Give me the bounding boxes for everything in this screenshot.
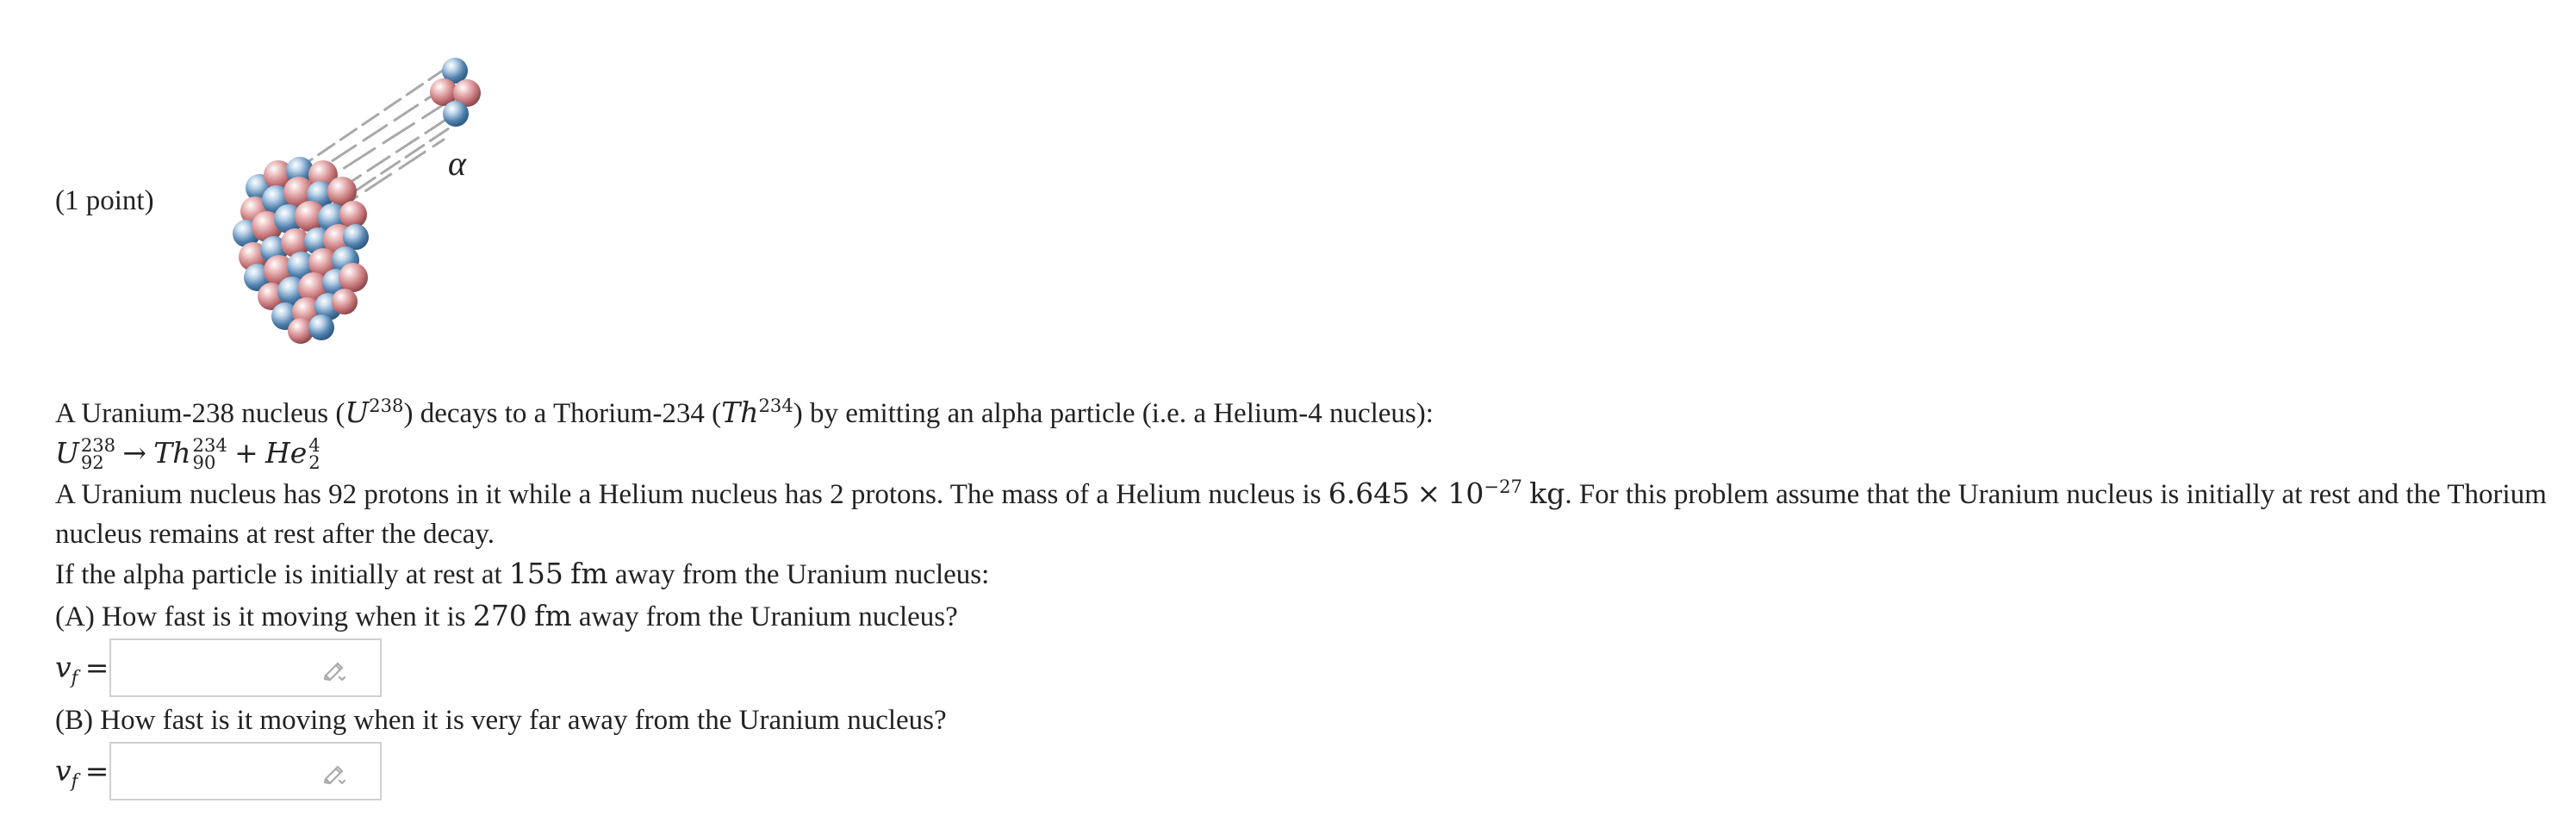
multiplication-sign: × [1416, 476, 1441, 510]
question-a-distance-value: 270 [472, 599, 527, 632]
answer-row-a [55, 637, 2554, 699]
points-label: (1 point) [55, 185, 154, 216]
question-b-text: (B) How fast is it moving when it is very far away from the Uranium nucleus? [55, 705, 947, 736]
equation-thorium-atomic-number: 90 [192, 451, 216, 474]
uranium-symbol: U [345, 395, 370, 429]
decay-equation [55, 433, 2554, 474]
helium-mass-unit: kg [1529, 476, 1565, 510]
intro-text-part-3: ) by emitting an alpha particle (i.e. a Helium-4 nucleus): [793, 398, 1434, 429]
decay-intro [55, 393, 2554, 433]
initial-distance-text-part-2: away from the Uranium nucleus: [607, 559, 990, 590]
velocity-answer-a-input[interactable] [109, 638, 382, 697]
scientific-notation-base: 10 [1447, 476, 1484, 510]
helium-mass-mantissa: 6.645 [1328, 476, 1410, 510]
equals-sign: = [84, 650, 109, 684]
uranium-nucleus [233, 157, 369, 344]
answer-row-b [55, 740, 2554, 802]
initial-distance-prompt [55, 554, 2554, 595]
equation-thorium-numbers [192, 434, 227, 474]
equation-helium-symbol: He [264, 436, 308, 470]
equals-sign: = [84, 753, 109, 788]
problem-description [55, 474, 2554, 554]
equation-thorium-symbol: Th [153, 436, 191, 470]
question-a [55, 596, 2554, 637]
alpha-particle [430, 58, 481, 127]
question-b [55, 701, 2554, 740]
initial-distance-value: 155 [508, 557, 563, 590]
alpha-symbol: α [448, 144, 466, 183]
thorium-mass-number: 234 [758, 395, 793, 416]
problem-text [55, 393, 2554, 802]
answer-label-b [55, 753, 109, 792]
equation-uranium-symbol: U [55, 436, 79, 470]
equation-helium-numbers [308, 434, 320, 474]
uranium-alpha-decay-illustration [165, 45, 510, 365]
description-text-part-2: . For this problem assume that the Uranium nucleus is initially at rest and the Thorium nucleus remains at rest after the decay. [55, 479, 2547, 550]
equation-thorium-mass: 234 [192, 434, 227, 457]
question-a-text-part-1: (A) How fast is it moving when it is [55, 601, 473, 632]
scientific-notation-exponent: −27 [1484, 476, 1522, 497]
intro-text-part-1: A Uranium-238 nucleus ( [55, 398, 345, 429]
equation-helium-mass: 4 [308, 434, 320, 457]
velocity-symbol: v [55, 650, 72, 684]
question-a-text-part-2: away from the Uranium nucleus? [571, 601, 958, 632]
pencil-icon[interactable] [318, 759, 351, 788]
equation-uranium-numbers [80, 434, 116, 474]
initial-distance-text-part-1: If the alpha particle is initially at rest at [55, 559, 509, 590]
velocity-symbol: v [55, 753, 72, 788]
equation-plus: + [234, 436, 258, 470]
final-subscript: f [71, 666, 78, 688]
answer-label-a [55, 650, 109, 688]
question-a-distance-unit: fm [534, 599, 572, 632]
equation-uranium-mass: 238 [80, 434, 116, 457]
initial-distance-unit: fm [570, 557, 608, 590]
equation-uranium-atomic-number: 92 [80, 451, 104, 474]
velocity-answer-b-input[interactable] [109, 742, 382, 800]
thorium-symbol: Th [721, 395, 759, 429]
equation-helium-atomic-number: 2 [308, 451, 320, 474]
intro-text-part-2: ) decays to a Thorium-234 ( [403, 398, 722, 429]
uranium-mass-number: 238 [369, 395, 404, 416]
pencil-icon[interactable] [318, 656, 351, 685]
final-subscript: f [71, 769, 78, 792]
description-text-part-1: A Uranium nucleus has 92 protons in it while a Helium nucleus has 2 protons. The mass of a Helium nucleus is [55, 479, 1328, 510]
equation-arrow: → [122, 436, 147, 470]
